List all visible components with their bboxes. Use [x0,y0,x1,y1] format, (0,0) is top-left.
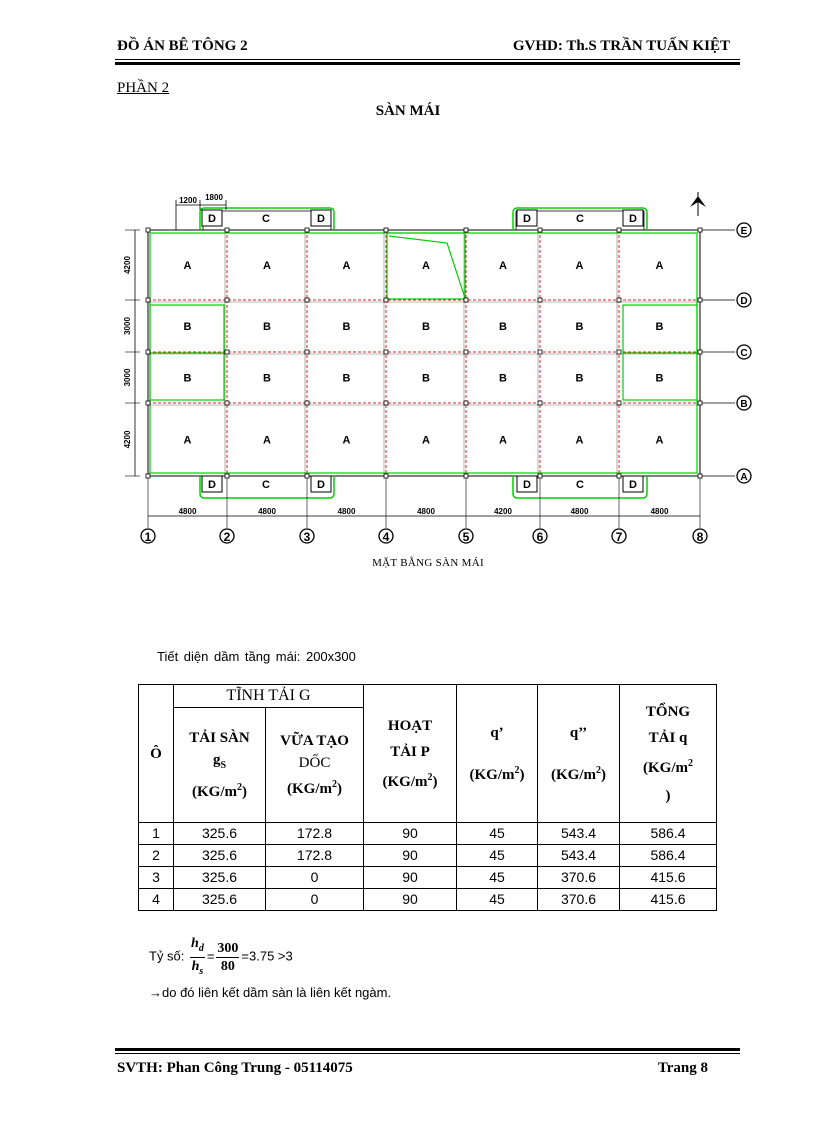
panel-label-A: A [422,260,430,272]
col-span-dim: 4800 [570,507,589,516]
column-node [464,350,468,354]
ratio-label: Tỷ số: [149,948,185,964]
panel-label-B: B [422,321,430,333]
axis-label-row: C [740,348,748,359]
q-prime-header [457,685,538,823]
column-node [538,474,542,478]
axis-label-col: 4 [382,530,390,544]
table-row [139,889,717,911]
ratio-result: =3.75 >3 [241,948,293,964]
panel-label-A: A [575,434,584,447]
q-double-prime-header [538,685,620,823]
col-span-dim: 4200 [494,507,512,516]
screed-line2: DỐC [298,755,331,771]
column-node [384,350,388,354]
column-node [225,298,229,302]
column-node [538,401,542,405]
header-course-title: ĐỒ ÁN BÊ TÔNG 2 [117,38,248,54]
column-node [305,298,309,302]
slab-line1: TẢI SÀN [189,730,250,746]
page-title: SÀN MÁI [375,103,441,119]
north-arrow-icon [690,192,706,216]
live-load-line2: TẢI P [390,743,430,760]
balcony-bottom-label-D: D [208,479,216,491]
table-row [139,823,717,845]
column-node [305,350,309,354]
column-node [698,350,702,354]
axis-label-row: A [740,472,748,483]
col-span-dim: 4800 [258,507,276,516]
column-node [464,401,468,405]
axis-label-col: 7 [615,530,623,544]
table-cell: 90 [364,867,457,889]
table-cell: 0 [266,867,364,889]
table-cell: 45 [457,867,538,889]
slab-symbol: $g_S$ [212,752,227,771]
column-node [305,401,309,405]
conclusion-text: →do đó liên kết dầm sàn là liên kết ngàm. [149,985,392,1000]
column-node [464,228,468,232]
live-load-line1: HOẠT [387,717,433,734]
q-double-prime-unit: $(KG/m^2)$ [551,764,606,783]
panel-label-A: A [263,434,271,447]
row-span-dim: 4200 [123,430,132,449]
panel-label-B: B [499,321,507,333]
column-node [225,350,229,354]
panel-label-B: B [183,372,192,385]
axis-label-row: E [740,226,748,237]
panel-label-A: A [342,260,351,272]
panel-label-B: B [575,372,584,385]
part-label: PHẦN 2 [117,80,170,96]
table-cell: 172.8 [266,845,364,867]
table-cell: 45 [457,889,538,911]
column-node [617,298,621,302]
table-row [139,845,717,867]
axis-label-col: 8 [696,530,704,544]
panel-label-B: B [263,321,271,333]
panel-label-A: A [183,260,192,272]
column-node [538,298,542,302]
ratio-num-fraction [216,940,239,975]
table-cell: 90 [364,823,457,845]
header-instructor: GVHD: Th.S TRẦN TUẤN KIỆT [512,38,730,54]
column-node [538,350,542,354]
panel-label-B: B [183,321,192,333]
panel-label-A: A [183,434,192,447]
panel-label-A: A [422,434,430,447]
panel-label-B: B [422,372,430,385]
balcony-top-label-D: D [208,213,216,225]
column-node [305,228,309,232]
balcony-bottom-label-D: D [317,479,325,491]
column-node [146,474,150,478]
table-cell: 543.4 [538,823,620,845]
table-cell: 325.6 [174,845,266,867]
screed-load-header [266,708,364,823]
column-node [225,474,229,478]
row-span-dim: 3000 [123,317,132,335]
column-node [464,298,468,302]
panel-label-B: B [575,321,584,333]
panel-label-A: A [575,260,584,272]
balcony-top-label-D: D [317,213,325,225]
column-node [698,298,702,302]
q-double-prime-label: q’’ [569,724,588,741]
column-node [617,401,621,405]
table-cell: 325.6 [174,823,266,845]
ratio-den: 80 [220,958,235,974]
table-cell: 45 [457,845,538,867]
column-node [305,474,309,478]
slab-load-header [174,708,266,823]
column-node [384,298,388,302]
col-span-dim: 4800 [417,507,435,516]
total-unit: ($KG/m^2$ [643,757,693,776]
table-cell: 325.6 [174,867,266,889]
table-cell: 415.6 [620,867,717,889]
table-cell: 3 [139,867,174,889]
load-table [138,684,717,911]
col-span-dim: 4800 [178,507,197,516]
table-cell: 4 [139,889,174,911]
live-load-header [364,685,457,823]
column-node [225,401,229,405]
panel-label-B: B [342,321,351,333]
panel-label-A: A [655,434,664,447]
static-load-group-header: TĨNH TẢI G [174,685,364,708]
panel-label-A: A [499,260,507,272]
footer-page-number: Trang 8 [657,1060,708,1076]
column-node [225,228,229,232]
axis-label-col: 1 [144,530,152,544]
axis-label-col: 3 [303,530,311,544]
axis-label-col: 6 [536,530,544,544]
table-cell: 543.4 [538,845,620,867]
total-line2: TẢI q [648,729,688,746]
col-span-dim: 4800 [650,507,669,516]
row-span-dim: 4200 [123,256,132,274]
col-span-dim: 4800 [337,507,356,516]
footer-rule-thick [115,1048,740,1051]
footer-student: SVTH: Phan Công Trung - 05114075 [117,1060,353,1076]
total-paren: ) [665,787,671,804]
column-node [146,228,150,232]
table-cell: 172.8 [266,823,364,845]
balcony-bottom-label-C: C [576,479,584,491]
column-node [617,228,621,232]
ratio-num: 300 [217,940,239,956]
table-cell: 370.6 [538,867,620,889]
panel-label-B: B [655,372,664,385]
balcony-bottom-label-D: D [523,479,531,491]
column-node [617,350,621,354]
total-load-header [620,685,717,823]
column-node [698,474,702,478]
column-node [384,401,388,405]
panel-label-B: B [263,372,271,385]
table-cell: 1 [139,823,174,845]
axis-label-row: D [740,296,748,307]
live-load-unit: $(KG/m^2)$ [382,771,438,790]
q-prime-label: q’ [490,724,504,741]
panel-label-A: A [342,434,351,447]
panel-label-A: A [499,434,507,447]
balcony-top-label-D: D [629,213,637,225]
col-o-label: Ô [150,745,162,762]
balcony-top-label-C: C [262,213,270,225]
column-node [538,228,542,232]
table-cell: 586.4 [620,845,717,867]
column-node [384,474,388,478]
table-cell: 370.6 [538,889,620,911]
panel-label-B: B [655,321,664,333]
balcony-top-label-C: C [576,213,584,225]
ratio-formula: Tỷ số: $\frac{h_d}{h_s}$ = $\frac{300}{80}$ =3.75 >3 [149,935,293,980]
balcony-bottom-label-D: D [629,479,637,491]
table-cell: 90 [364,889,457,911]
balcony-top-label-D: D [523,213,531,225]
panel-label-B: B [499,372,507,385]
table-cell: 415.6 [620,889,717,911]
table-cell: 90 [364,845,457,867]
plan-caption: MẶT BẰNG SÀN MÁI [372,557,484,569]
table-cell: 2 [139,845,174,867]
q-prime-unit: $(KG/m^2)$ [469,764,525,783]
column-node [698,401,702,405]
axis-label-col: 5 [462,530,470,544]
axis-label-col: 2 [223,530,231,544]
ratio-hs: $h_s$ [191,958,204,977]
column-node [617,474,621,478]
table-cell: 45 [457,823,538,845]
column-node [146,401,150,405]
table-cell: 586.4 [620,823,717,845]
row-span-dim: 3000 [123,368,132,387]
table-cell: 325.6 [174,889,266,911]
screed-unit: $(KG/m^2)$ [287,779,342,797]
axis-label-row: B [740,399,748,410]
table-row [139,867,717,889]
total-line1: TỔNG [645,703,691,720]
balcony-bottom-label-C: C [262,479,270,491]
col-o-header [139,685,174,823]
panel-label-B: B [342,372,351,385]
panel-label-A: A [263,260,271,272]
top-dim-label: 1200 [179,196,197,205]
screed-line1: VỮA TẠO [280,733,349,749]
column-node [698,228,702,232]
footer-rule-thin [115,1053,740,1054]
column-node [464,474,468,478]
table-cell: 0 [266,889,364,911]
column-node [146,298,150,302]
panel-label-A: A [655,260,664,272]
beam-section-note: Tiết diện dầm tầng mái: 200x300 [157,649,356,664]
ratio-h-fraction [190,935,205,980]
ratio-hd: $h_d$ [190,935,205,958]
top-dim-label: 1800 [205,193,223,202]
slab-unit: $(KG/m^2)$ [192,782,247,800]
column-node [146,350,150,354]
column-node [384,228,388,232]
